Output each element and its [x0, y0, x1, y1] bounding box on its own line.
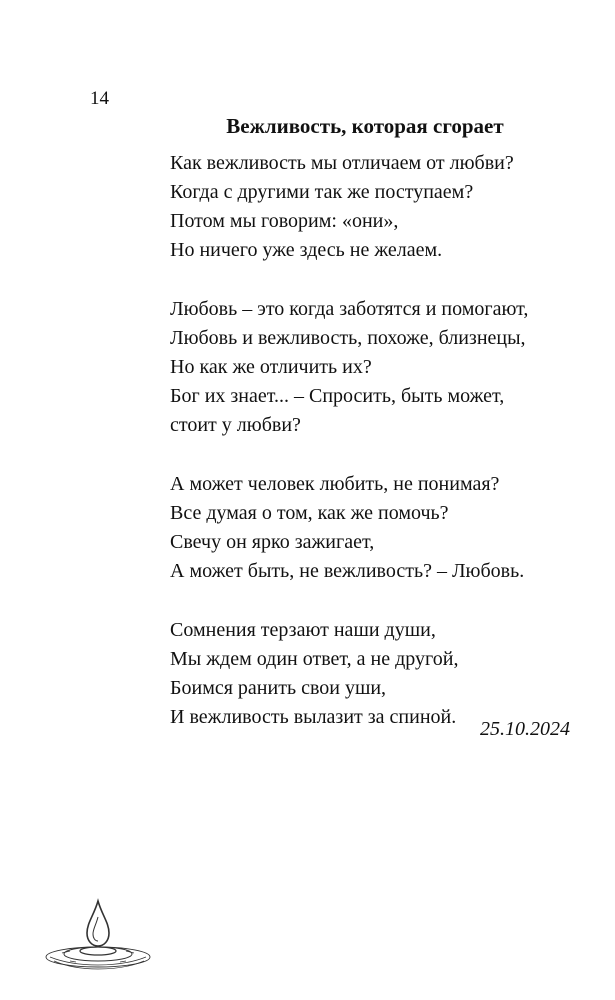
poem-line: Как вежливость мы отличаем от любви? — [170, 152, 514, 174]
poem-title: Вежливость, которая сгорает — [226, 114, 504, 138]
stanza-1 — [170, 149, 600, 265]
poem-line: А может быть, не вежливость? – Любовь. — [170, 560, 525, 582]
candle-flame-icon — [40, 895, 165, 975]
poem-body — [170, 149, 600, 762]
stanza-3 — [170, 470, 600, 586]
poem-line: Все думая о том, как же помочь? — [170, 502, 449, 524]
poem-line: Любовь – это когда заботятся и помогают, — [170, 298, 529, 320]
poem-line: И вежливость вылазит за спиной. — [170, 706, 457, 728]
poem-line: Бог их знает... – Спросить, быть может, — [170, 385, 505, 407]
poem-line: Но ничего уже здесь не желаем. — [170, 239, 443, 261]
stanza-4 — [170, 616, 600, 732]
page-number: 14 — [90, 88, 109, 109]
poem-line: стоит у любви? — [170, 414, 301, 436]
poem-line: Боимся ранить свои уши, — [170, 677, 387, 699]
poem-line: А может человек любить, не понимая? — [170, 473, 500, 495]
poem-line: Когда с другими так же поступаем? — [170, 181, 474, 203]
poem-line: Мы ждем один ответ, а не другой, — [170, 648, 459, 670]
poem-line: Любовь и вежливость, похоже, близнецы, — [170, 327, 526, 349]
poem-line: Потом мы говорим: «они», — [170, 210, 399, 232]
poem-line: Сомнения терзают наши души, — [170, 619, 436, 641]
poem-line: Свечу он ярко зажигает, — [170, 531, 375, 553]
stanza-2 — [170, 295, 600, 440]
poem-line: Но как же отличить их? — [170, 356, 372, 378]
poem-date: 25.10.2024 — [480, 718, 570, 740]
